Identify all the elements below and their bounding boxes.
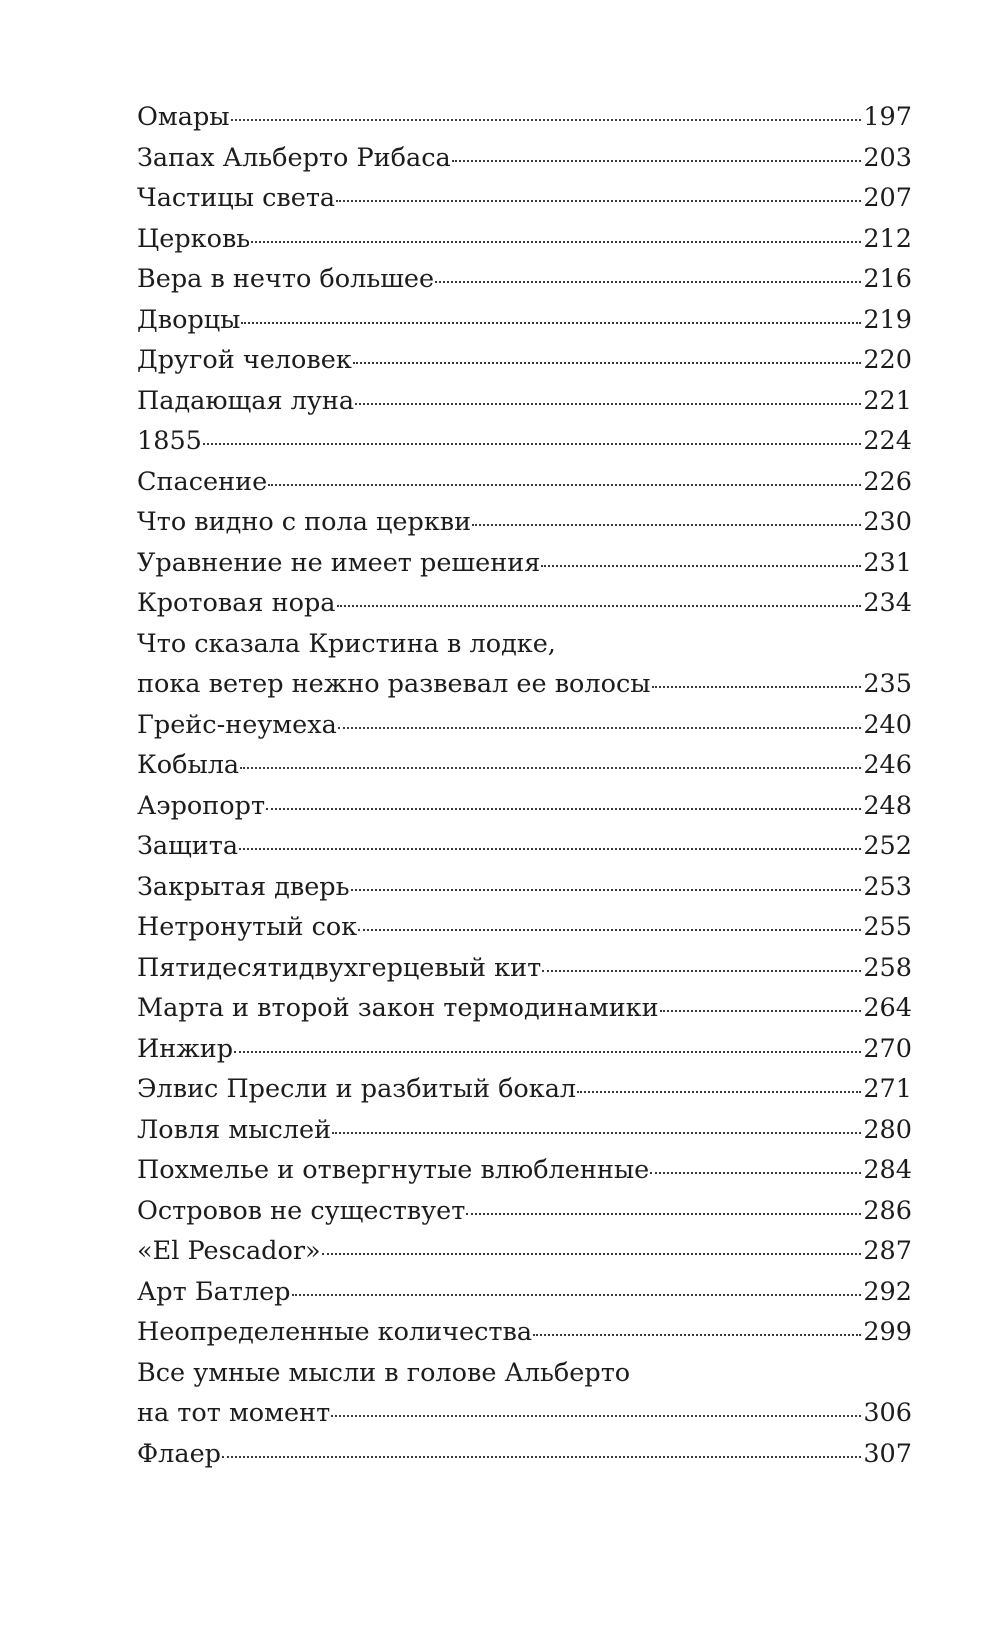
dot-leader bbox=[337, 605, 862, 607]
dot-leader bbox=[251, 241, 861, 243]
toc-entry-title: Защита bbox=[137, 831, 239, 861]
toc-entry-title: на тот момент bbox=[137, 1398, 331, 1428]
toc-entry-page: 248 bbox=[863, 790, 912, 821]
toc-entry-title: Нетронутый сок bbox=[137, 912, 358, 942]
toc-entry-page: 253 bbox=[863, 871, 912, 902]
toc-entry-title: Кобыла bbox=[137, 750, 240, 780]
dot-leader bbox=[353, 362, 862, 364]
toc-entry bbox=[137, 340, 912, 381]
dot-leader bbox=[355, 403, 861, 405]
dot-leader bbox=[222, 1456, 861, 1458]
toc-entry-page: 271 bbox=[863, 1074, 912, 1104]
toc-entry-title: Частицы света bbox=[137, 183, 336, 213]
dot-leader bbox=[541, 565, 861, 567]
dot-leader bbox=[472, 524, 861, 526]
toc-entry-page: 234 bbox=[863, 588, 912, 618]
toc-entry bbox=[137, 1110, 912, 1151]
toc-entry-page: 221 bbox=[863, 385, 912, 416]
toc-entry-page: 220 bbox=[863, 345, 912, 375]
dot-leader bbox=[466, 1213, 861, 1215]
dot-leader bbox=[268, 484, 861, 486]
toc-entry-page: 306 bbox=[863, 1398, 912, 1428]
toc-entry-title: Элвис Пресли и разбитый бокал bbox=[137, 1074, 577, 1104]
toc-entry bbox=[137, 907, 912, 948]
toc-entry bbox=[137, 1434, 912, 1475]
toc-entry bbox=[137, 97, 912, 138]
toc-entry-page: 203 bbox=[863, 142, 912, 173]
toc-entry-page: 246 bbox=[863, 750, 912, 780]
dot-leader bbox=[234, 1051, 861, 1053]
toc-entry-title: Арт Батлер bbox=[137, 1276, 291, 1307]
toc-entry bbox=[137, 988, 912, 1029]
toc-entry bbox=[137, 259, 912, 300]
toc-entry bbox=[137, 1231, 912, 1272]
dot-leader bbox=[203, 443, 861, 445]
toc-entry-title: «El Pescador» bbox=[137, 1236, 321, 1266]
toc-entry-title-line1: Все умные мысли в голове Альберто bbox=[137, 1357, 631, 1388]
toc-entry-title: Похмелье и отвергнутые влюбленные bbox=[137, 1155, 650, 1185]
toc-entry-title: Флаер bbox=[137, 1438, 221, 1469]
toc-entry bbox=[137, 543, 912, 584]
toc-entry-title: Вера в нечто большее bbox=[137, 264, 435, 294]
toc-entry-page: 292 bbox=[863, 1276, 912, 1307]
dot-leader bbox=[577, 1091, 861, 1093]
toc-entry bbox=[137, 219, 912, 260]
toc-entry-title: Пятидесятидвухгерцевый кит bbox=[137, 952, 542, 983]
toc-entry-title: пока ветер нежно развевал ее волосы bbox=[137, 669, 651, 699]
dot-leader bbox=[332, 1132, 861, 1134]
toc-entry bbox=[137, 786, 912, 827]
toc-entry-page: 284 bbox=[863, 1155, 912, 1185]
toc-entry-title: Грейс-неумеха bbox=[137, 709, 337, 740]
toc-entry-page: 207 bbox=[863, 183, 912, 213]
toc-entry bbox=[137, 178, 912, 219]
toc-entry bbox=[137, 705, 912, 746]
toc-entry-page: 226 bbox=[863, 466, 912, 497]
toc-entry-title: Что видно с пола церкви bbox=[137, 507, 472, 537]
toc-entry bbox=[137, 381, 912, 422]
toc-entry-title: Кротовая нора bbox=[137, 588, 336, 618]
toc-entry-title: Уравнение не имеет решения bbox=[137, 547, 541, 578]
toc-entry bbox=[137, 462, 912, 503]
toc-entry bbox=[137, 421, 912, 462]
toc-entry bbox=[137, 1069, 912, 1110]
dot-leader bbox=[358, 929, 861, 931]
toc-entry-title: Дворцы bbox=[137, 304, 241, 335]
dot-leader bbox=[322, 1253, 862, 1255]
toc-entry bbox=[137, 1353, 912, 1434]
toc-entry bbox=[137, 1312, 912, 1353]
toc-entry-title: Аэропорт bbox=[137, 790, 266, 821]
toc-entry-page: 224 bbox=[863, 426, 912, 456]
dot-leader bbox=[241, 322, 861, 324]
toc-entry-title: Марта и второй закон термодинамики bbox=[137, 993, 659, 1023]
toc-entry-page: 231 bbox=[863, 547, 912, 578]
dot-leader bbox=[533, 1334, 861, 1336]
toc-entry-title: Островов не существует bbox=[137, 1195, 466, 1226]
toc-entry bbox=[137, 1029, 912, 1070]
toc-entry-page: 252 bbox=[863, 831, 912, 861]
toc-entry bbox=[137, 583, 912, 624]
toc-entry-page: 212 bbox=[863, 223, 912, 254]
toc-entry bbox=[137, 948, 912, 989]
dot-leader bbox=[650, 1172, 861, 1174]
toc-entry bbox=[137, 624, 912, 705]
toc-entry bbox=[137, 826, 912, 867]
toc-entry-page: 255 bbox=[863, 912, 912, 942]
toc-entry bbox=[137, 745, 912, 786]
toc-entry-title: Ловля мыслей bbox=[137, 1114, 332, 1145]
dot-leader bbox=[331, 1415, 861, 1417]
toc-entry-page: 299 bbox=[863, 1317, 912, 1347]
toc-entry-title: Другой человек bbox=[137, 345, 352, 375]
toc-entry-page: 270 bbox=[863, 1033, 912, 1064]
toc-entry bbox=[137, 1191, 912, 1232]
dot-leader bbox=[336, 200, 861, 202]
toc-entry-page: 197 bbox=[863, 102, 912, 132]
toc-entry-page: 216 bbox=[863, 264, 912, 294]
toc-entry-page: 240 bbox=[863, 709, 912, 740]
toc-entry-title: Падающая луна bbox=[137, 385, 355, 416]
toc-entry-title: Спасение bbox=[137, 466, 268, 497]
toc-entry-page: 307 bbox=[863, 1438, 912, 1469]
toc-entry bbox=[137, 1150, 912, 1191]
dot-leader bbox=[660, 1010, 862, 1012]
toc-entry-page: 230 bbox=[863, 507, 912, 537]
toc-entry bbox=[137, 867, 912, 908]
toc-entry-page: 280 bbox=[863, 1114, 912, 1145]
toc-entry-title: Инжир bbox=[137, 1033, 234, 1064]
toc-entry-page: 258 bbox=[863, 952, 912, 983]
toc-entry-page: 264 bbox=[863, 993, 912, 1023]
dot-leader bbox=[292, 1294, 862, 1296]
dot-leader bbox=[351, 889, 862, 891]
toc-entry-title: Омары bbox=[137, 102, 230, 132]
toc-entry bbox=[137, 502, 912, 543]
dot-leader bbox=[452, 160, 862, 162]
toc-entry-page: 219 bbox=[863, 304, 912, 335]
dot-leader bbox=[542, 970, 861, 972]
toc-entry-title: Запах Альберто Рибаса bbox=[137, 142, 451, 173]
toc-entry bbox=[137, 1272, 912, 1313]
toc-entry-title: Закрытая дверь bbox=[137, 871, 350, 902]
toc-entry bbox=[137, 300, 912, 341]
dot-leader bbox=[435, 281, 861, 283]
dot-leader bbox=[231, 119, 862, 121]
toc-entry-page: 287 bbox=[863, 1236, 912, 1266]
toc-entry-page: 235 bbox=[863, 669, 912, 699]
table-of-contents bbox=[137, 97, 912, 1474]
toc-entry-title: 1855 bbox=[137, 426, 202, 456]
toc-entry-title: Церковь bbox=[137, 223, 251, 254]
toc-entry-title: Неопределенные количества bbox=[137, 1317, 533, 1347]
toc-entry-title-line1: Что сказала Кристина в лодке, bbox=[137, 628, 556, 659]
dot-leader bbox=[239, 848, 861, 850]
toc-entry bbox=[137, 138, 912, 179]
toc-entry-page: 286 bbox=[863, 1195, 912, 1226]
dot-leader bbox=[240, 767, 861, 769]
dot-leader bbox=[652, 686, 862, 688]
dot-leader bbox=[338, 727, 862, 729]
dot-leader bbox=[266, 808, 861, 810]
